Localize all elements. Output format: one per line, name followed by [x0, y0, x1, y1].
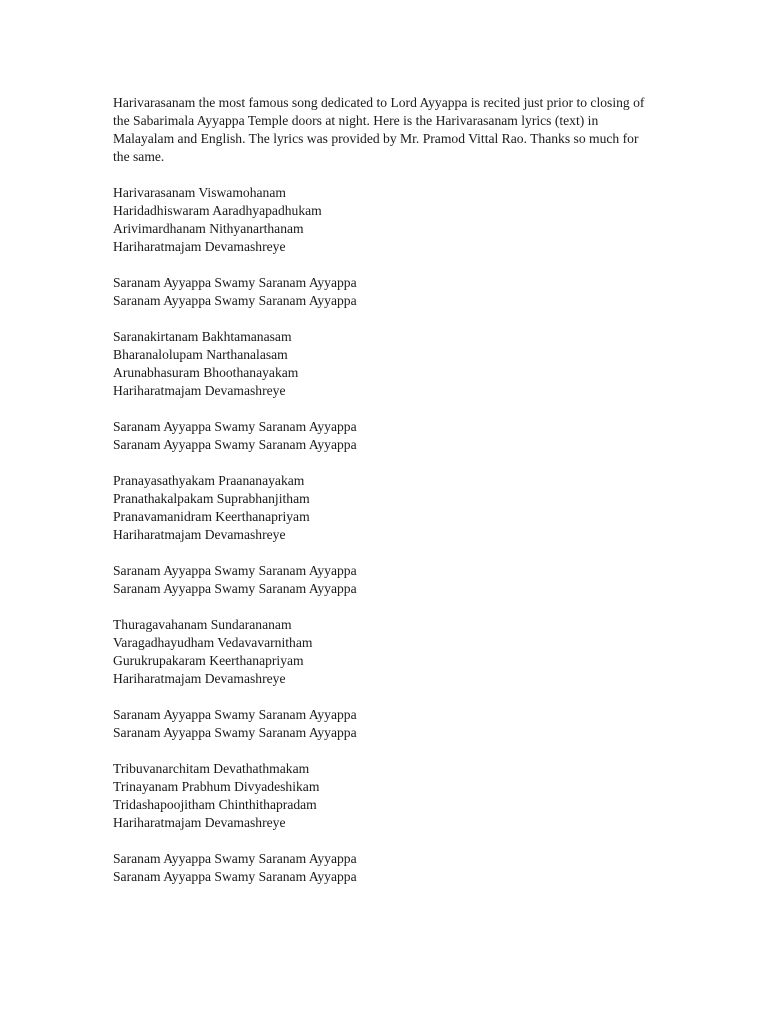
refrain-line: Saranam Ayyappa Swamy Saranam Ayyappa [113, 275, 357, 290]
refrain-line: Saranam Ayyappa Swamy Saranam Ayyappa [113, 437, 357, 452]
verse-stanza [113, 760, 658, 832]
verse-line: Trinayanam Prabhum Divyadeshikam [113, 779, 320, 794]
refrain-line: Saranam Ayyappa Swamy Saranam Ayyappa [113, 725, 357, 740]
refrain-stanza [113, 706, 658, 742]
refrain-line: Saranam Ayyappa Swamy Saranam Ayyappa [113, 419, 357, 434]
verse-stanza [113, 328, 658, 400]
verse-stanza [113, 472, 658, 544]
verse-line: Pranayasathyakam Praananayakam [113, 473, 305, 488]
verse-line: Hariharatmajam Devamashreye [113, 239, 286, 254]
refrain-line: Saranam Ayyappa Swamy Saranam Ayyappa [113, 707, 357, 722]
verse-stanza [113, 616, 658, 688]
refrain-line: Saranam Ayyappa Swamy Saranam Ayyappa [113, 293, 357, 308]
refrain-line: Saranam Ayyappa Swamy Saranam Ayyappa [113, 563, 357, 578]
verse-line: Pranathakalpakam Suprabhanjitham [113, 491, 310, 506]
verse-line: Thuragavahanam Sundarananam [113, 617, 292, 632]
verse-line: Harivarasanam Viswamohanam [113, 185, 286, 200]
refrain-line: Saranam Ayyappa Swamy Saranam Ayyappa [113, 581, 357, 596]
document-page [113, 94, 658, 904]
verse-line: Saranakirtanam Bakhtamanasam [113, 329, 292, 344]
verse-line: Hariharatmajam Devamashreye [113, 671, 286, 686]
refrain-stanza [113, 562, 658, 598]
verse-line: Pranavamanidram Keerthanapriyam [113, 509, 310, 524]
verse-line: Hariharatmajam Devamashreye [113, 527, 286, 542]
verse-line: Arivimardhanam Nithyanarthanam [113, 221, 304, 236]
verse-line: Hariharatmajam Devamashreye [113, 815, 286, 830]
refrain-line: Saranam Ayyappa Swamy Saranam Ayyappa [113, 869, 357, 884]
verse-line: Tribuvanarchitam Devathathmakam [113, 761, 310, 776]
verse-line: Gurukrupakaram Keerthanapriyam [113, 653, 304, 668]
refrain-stanza [113, 418, 658, 454]
verse-line: Bharanalolupam Narthanalasam [113, 347, 288, 362]
verse-line: Varagadhayudham Vedavavarnitham [113, 635, 313, 650]
verse-line: Haridadhiswaram Aaradhyapadhukam [113, 203, 322, 218]
verse-stanza [113, 184, 658, 256]
verse-line: Arunabhasuram Bhoothanayakam [113, 365, 299, 380]
refrain-stanza [113, 850, 658, 886]
refrain-stanza [113, 274, 658, 310]
refrain-line: Saranam Ayyappa Swamy Saranam Ayyappa [113, 851, 357, 866]
verse-line: Tridashapoojitham Chinthithapradam [113, 797, 317, 812]
intro-paragraph: Harivarasanam the most famous song dedicated to Lord Ayyappa is recited just prior to closing of the Sabarimala Ayyappa Temple doors at night. Here is the Harivarasanam lyrics (text) in Malayalam and English. The lyrics was provided by Mr. Pramod Vittal Rao. Thanks so much for the same. [113, 95, 645, 164]
verse-line: Hariharatmajam Devamashreye [113, 383, 286, 398]
